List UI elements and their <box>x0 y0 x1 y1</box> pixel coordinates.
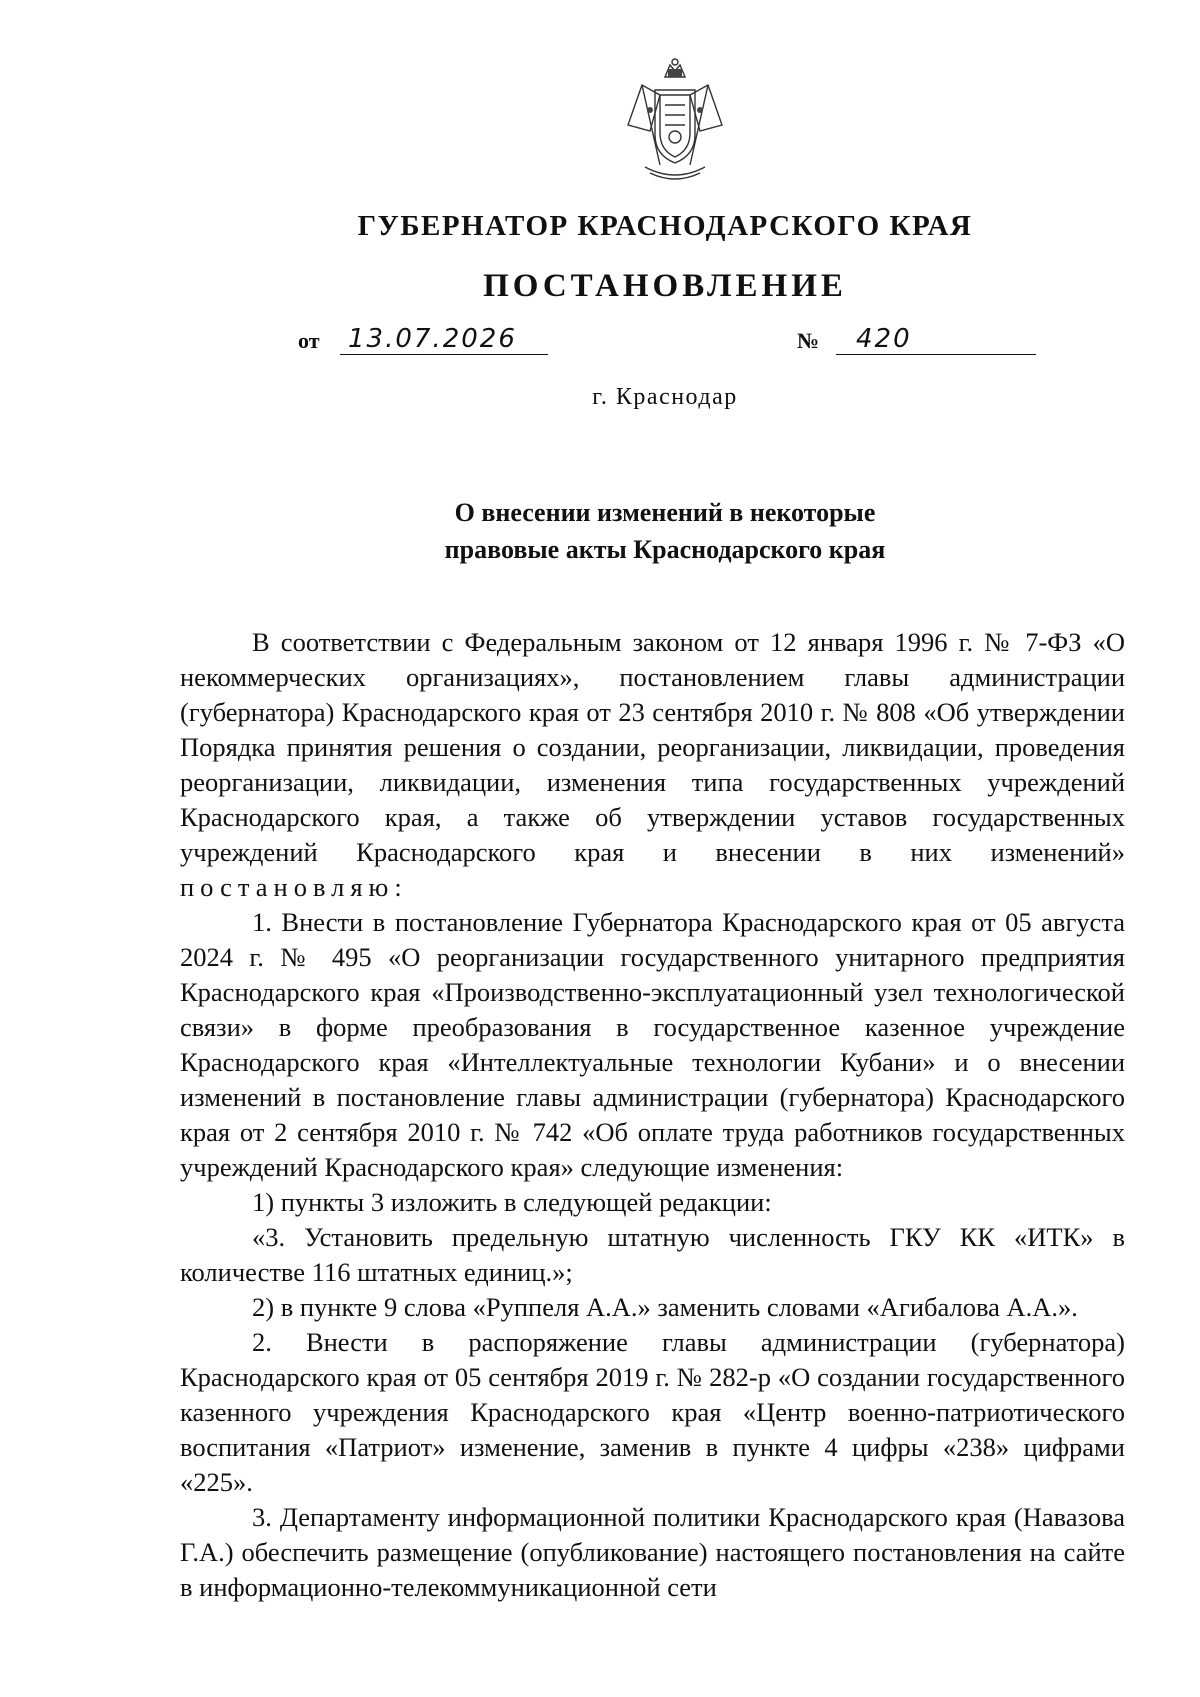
date-value: 13.07.2026 <box>340 324 548 355</box>
paragraph-1-item-2: 2) в пункте 9 слова «Руппеля А.А.» заменить словами «Агибалова А.А.». <box>252 1292 1078 1322</box>
document-body <box>180 625 1125 1605</box>
preamble-verb: постановляю: <box>180 872 408 902</box>
paragraph-3: 3. Департаменту информационной политики Краснодарского края (Навазова Г.А.) обеспечить размещение (опубликование) настоящего постановления на сайте в информационно-телекоммуникационной сети <box>180 1502 1125 1602</box>
document-title <box>0 494 1200 568</box>
paragraph-2: 2. Внести в распоряжение главы администрации (губернатора) Краснодарского края от 05 сентября 2019 г. № 282-р «О создании государственного казенного учреждения Краснодарского края «Центр военно-патриотического воспитания «Патриот» изменение, заменив в пункте 4 цифры «238» цифрами «225». <box>180 1327 1125 1497</box>
date-label: от <box>298 328 320 353</box>
authority-heading: ГУБЕРНАТОР КРАСНОДАРСКОГО КРАЯ <box>357 210 973 242</box>
paragraph-1-quote: «3. Установить предельную штатную численность ГКУ КК «ИТК» в количестве 116 штатных единиц.»; <box>180 1222 1125 1287</box>
number-label: № <box>797 328 820 353</box>
paragraph-1: 1. Внести в постановление Губернатора Краснодарского края от 05 августа 2024 г. № 495 «О реорганизации государственного унитарного предприятия Краснодарского края «Производственно-эксплуатационный узел технологической связи» в форме преобразования в государственное казенное учреждение Краснодарского края «Интеллектуальные технологии Кубани» и о внесении изменений в постановление главы администрации (губернатора) Краснодарского края от 2 сентября 2010 г. № 742 «Об оплате труда работников государственных учреждений Краснодарского края» следующие изменения: <box>180 907 1125 1182</box>
city-label: г. Краснодар <box>592 384 738 410</box>
preamble-text: В соответствии с Федеральным законом от 12 января 1996 г. № 7-ФЗ «О некоммерческих организациях», постановлением главы администрации (губернатора) Краснодарского края от 23 сентября 2010 г. № 808 «Об утверждении Порядка принятия решения о создании, реорганизации, ликвидации, проведения реорганизации, ликвидации, изменения типа государственных учреждений Краснодарского края, а также об утверждении уставов государственных учреждений Краснодарского края и внесении в них изменений» <box>180 627 1125 867</box>
preamble-paragraph <box>180 625 1125 905</box>
title-line-1: О внесении изменений в некоторые <box>454 498 876 527</box>
number-value: 420 <box>836 324 1036 355</box>
paragraph-1-item-1: 1) пункты 3 изложить в следующей редакции: <box>252 1187 772 1217</box>
title-line-2: правовые акты Краснодарского края <box>444 535 886 564</box>
coat-of-arms-icon <box>620 55 730 185</box>
document-type-heading: ПОСТАНОВЛЕНИЕ <box>483 268 847 304</box>
